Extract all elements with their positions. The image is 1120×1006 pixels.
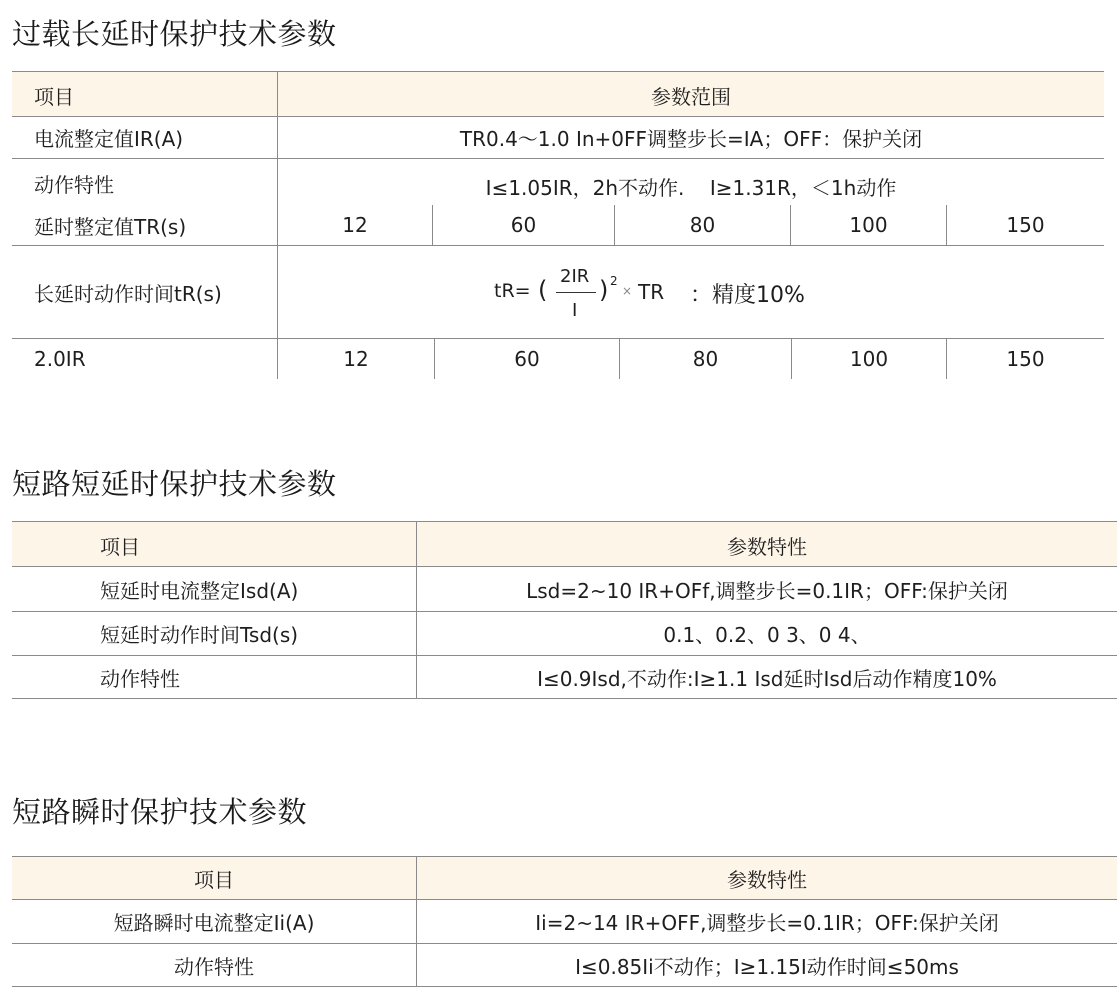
divider: [12, 698, 1117, 699]
row-label-action: 动作特性: [34, 172, 114, 197]
formula-denominator: I: [572, 300, 578, 321]
row-label: 短延时动作时间Tsd(s): [100, 623, 299, 647]
section-title-overload: 过载长延时保护技术参数: [12, 17, 337, 51]
row-label: 动作特性: [174, 954, 254, 979]
formula-power: 2: [610, 274, 618, 288]
row-label-delay-setting: 延时整定值TR(s): [34, 214, 187, 239]
row-label: 短延时电流整定Isd(A): [100, 578, 299, 603]
header-item: 项目: [34, 84, 74, 109]
header-param: 参数特性: [727, 868, 807, 892]
formula-times: ×: [622, 284, 633, 298]
section-title-short-delay: 短路短延时保护技术参数: [12, 467, 337, 501]
row-value-current-setting: TR0.4〜1.0 In+0FF调整步长=IA；OFF：保护关闭: [459, 127, 923, 151]
ir20-value: 150: [1006, 347, 1045, 371]
row-value: 0.1、0.2、0 3、0 4、: [663, 623, 871, 647]
formula-open-paren: (: [538, 276, 548, 304]
row-value-action: I≤1.05IR，2h不动作. I≥1.31R，＜1h动作: [485, 175, 897, 200]
formula-close-paren: ): [599, 276, 609, 304]
row-value: I≤0.85Ii不动作；I≥1.15I动作时间≤50ms: [575, 954, 959, 979]
divider: [12, 986, 1117, 987]
row-value: Ii=2~14 IR+OFF,调整步长=0.1IR；OFF:保护关闭: [535, 911, 999, 935]
header-item: 项目: [194, 868, 234, 892]
divider: [12, 158, 1104, 159]
header-param: 参数特性: [727, 534, 807, 559]
row-label: 动作特性: [100, 666, 180, 691]
formula-numerator: 2IR: [560, 266, 590, 287]
row-label: 短路瞬时电流整定Ii(A): [113, 911, 315, 935]
header-param: 参数范围: [651, 84, 731, 109]
delay-value: 12: [342, 213, 368, 237]
delay-value: 80: [689, 213, 716, 237]
divider: [12, 856, 1117, 857]
row-label-current-setting: 电流整定值IR(A): [34, 127, 184, 151]
formula-rhs: TR: [638, 280, 665, 304]
formula-accuracy: ：精度10%: [690, 283, 805, 308]
delay-value: 150: [1006, 213, 1045, 237]
row-label-ir20: 2.0IR: [34, 347, 86, 371]
formula-lhs: tR=: [494, 280, 531, 302]
ir20-value: 100: [849, 347, 889, 371]
row-value: Lsd=2~10 IR+OFf,调整步长=0.1IR；OFF:保护关闭: [526, 578, 1008, 603]
ir20-value: 80: [692, 347, 719, 371]
delay-value: 100: [849, 213, 888, 237]
row-label-long-delay: 长延时动作时间tR(s): [34, 281, 222, 306]
fraction-bar: [556, 292, 596, 293]
header-item: 项目: [100, 534, 140, 559]
delay-value: 60: [510, 213, 537, 237]
divider: [12, 71, 1104, 72]
section-title-instant: 短路瞬时保护技术参数: [12, 795, 308, 829]
ir20-value: 12: [343, 347, 369, 371]
row-value: I≤0.9Isd,不动作:I≥1.1 Isd延时Isd后动作精度10%: [537, 666, 997, 691]
divider: [12, 521, 1117, 522]
long-delay-formula: [460, 268, 880, 324]
ir20-value: 60: [514, 347, 540, 371]
